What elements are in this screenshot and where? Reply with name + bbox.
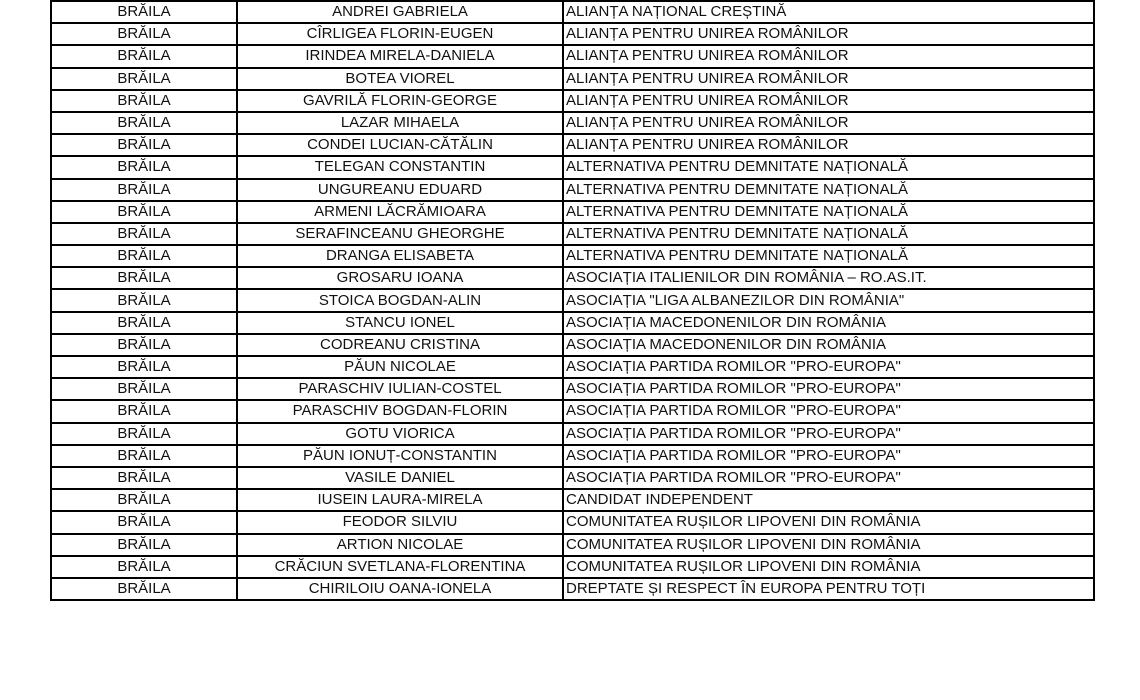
party-cell: ALTERNATIVA PENTRU DEMNITATE NAȚIONALĂ	[563, 179, 1094, 201]
party-cell: ALIANȚA PENTRU UNIREA ROMÂNILOR	[563, 134, 1094, 156]
table-row	[51, 334, 1094, 356]
candidate-name-cell: TELEGAN CONSTANTIN	[237, 156, 563, 178]
party-cell: ALIANȚA NAȚIONAL CREȘTINĂ	[563, 1, 1094, 23]
county-cell: BRĂILA	[51, 312, 237, 334]
candidate-name-cell: ARTION NICOLAE	[237, 534, 563, 556]
table-row	[51, 578, 1094, 600]
county-cell: BRĂILA	[51, 223, 237, 245]
table-row	[51, 289, 1094, 311]
table-row	[51, 223, 1094, 245]
party-cell: ASOCIAȚIA "LIGA ALBANEZILOR DIN ROMÂNIA"	[563, 289, 1094, 311]
table-row	[51, 378, 1094, 400]
table-row	[51, 179, 1094, 201]
table-row	[51, 23, 1094, 45]
county-cell: BRĂILA	[51, 112, 237, 134]
party-cell: ASOCIAȚIA MACEDONENILOR DIN ROMÂNIA	[563, 312, 1094, 334]
candidate-name-cell: PĂUN NICOLAE	[237, 356, 563, 378]
party-cell: ALTERNATIVA PENTRU DEMNITATE NAȚIONALĂ	[563, 201, 1094, 223]
candidate-name-cell: GOTU VIORICA	[237, 423, 563, 445]
table-row	[51, 134, 1094, 156]
table-row	[51, 245, 1094, 267]
party-cell: ALIANȚA PENTRU UNIREA ROMÂNILOR	[563, 68, 1094, 90]
candidate-name-cell: LAZAR MIHAELA	[237, 112, 563, 134]
party-cell: ASOCIAȚIA PARTIDA ROMILOR "PRO-EUROPA"	[563, 378, 1094, 400]
county-cell: BRĂILA	[51, 23, 237, 45]
party-cell: ALTERNATIVA PENTRU DEMNITATE NAȚIONALĂ	[563, 245, 1094, 267]
county-cell: BRĂILA	[51, 511, 237, 533]
candidate-name-cell: GROSARU IOANA	[237, 267, 563, 289]
party-cell: ASOCIAȚIA PARTIDA ROMILOR "PRO-EUROPA"	[563, 467, 1094, 489]
candidate-name-cell: STOICA BOGDAN-ALIN	[237, 289, 563, 311]
candidate-name-cell: CÎRLIGEA FLORIN-EUGEN	[237, 23, 563, 45]
table-row	[51, 45, 1094, 67]
county-cell: BRĂILA	[51, 578, 237, 600]
party-cell: ASOCIAȚIA PARTIDA ROMILOR "PRO-EUROPA"	[563, 445, 1094, 467]
county-cell: BRĂILA	[51, 45, 237, 67]
candidate-name-cell: CONDEI LUCIAN-CĂTĂLIN	[237, 134, 563, 156]
table-row	[51, 534, 1094, 556]
county-cell: BRĂILA	[51, 400, 237, 422]
party-cell: COMUNITATEA RUȘILOR LIPOVENI DIN ROMÂNIA	[563, 534, 1094, 556]
candidate-name-cell: IUSEIN LAURA-MIRELA	[237, 489, 563, 511]
county-cell: BRĂILA	[51, 68, 237, 90]
table-row	[51, 489, 1094, 511]
county-cell: BRĂILA	[51, 179, 237, 201]
candidate-name-cell: UNGUREANU EDUARD	[237, 179, 563, 201]
candidate-name-cell: ANDREI GABRIELA	[237, 1, 563, 23]
county-cell: BRĂILA	[51, 334, 237, 356]
candidate-name-cell: DRANGA ELISABETA	[237, 245, 563, 267]
table-row	[51, 356, 1094, 378]
party-cell: ALTERNATIVA PENTRU DEMNITATE NAȚIONALĂ	[563, 156, 1094, 178]
county-cell: BRĂILA	[51, 1, 237, 23]
candidate-name-cell: VASILE DANIEL	[237, 467, 563, 489]
county-cell: BRĂILA	[51, 289, 237, 311]
party-cell: ASOCIAȚIA PARTIDA ROMILOR "PRO-EUROPA"	[563, 423, 1094, 445]
candidate-name-cell: BOTEA VIOREL	[237, 68, 563, 90]
table-row	[51, 201, 1094, 223]
county-cell: BRĂILA	[51, 489, 237, 511]
table-row	[51, 1, 1094, 23]
candidate-name-cell: PARASCHIV BOGDAN-FLORIN	[237, 400, 563, 422]
county-cell: BRĂILA	[51, 445, 237, 467]
table-row	[51, 267, 1094, 289]
county-cell: BRĂILA	[51, 467, 237, 489]
candidate-name-cell: GAVRILĂ FLORIN-GEORGE	[237, 90, 563, 112]
party-cell: ALIANȚA PENTRU UNIREA ROMÂNILOR	[563, 112, 1094, 134]
county-cell: BRĂILA	[51, 267, 237, 289]
party-cell: ALIANȚA PENTRU UNIREA ROMÂNILOR	[563, 45, 1094, 67]
county-cell: BRĂILA	[51, 90, 237, 112]
county-cell: BRĂILA	[51, 134, 237, 156]
table-row	[51, 511, 1094, 533]
county-cell: BRĂILA	[51, 534, 237, 556]
candidate-name-cell: CRĂCIUN SVETLANA-FLORENTINA	[237, 556, 563, 578]
county-cell: BRĂILA	[51, 156, 237, 178]
candidate-name-cell: CODREANU CRISTINA	[237, 334, 563, 356]
table-row	[51, 68, 1094, 90]
candidate-name-cell: CHIRILOIU OANA-IONELA	[237, 578, 563, 600]
candidate-name-cell: SERAFINCEANU GHEORGHE	[237, 223, 563, 245]
candidate-name-cell: ARMENI LĂCRĂMIOARA	[237, 201, 563, 223]
party-cell: COMUNITATEA RUȘILOR LIPOVENI DIN ROMÂNIA	[563, 511, 1094, 533]
party-cell: ASOCIAȚIA PARTIDA ROMILOR "PRO-EUROPA"	[563, 356, 1094, 378]
table-row	[51, 312, 1094, 334]
candidate-name-cell: STANCU IONEL	[237, 312, 563, 334]
party-cell: DREPTATE ȘI RESPECT ÎN EUROPA PENTRU TOȚI	[563, 578, 1094, 600]
party-cell: COMUNITATEA RUȘILOR LIPOVENI DIN ROMÂNIA	[563, 556, 1094, 578]
county-cell: BRĂILA	[51, 556, 237, 578]
county-cell: BRĂILA	[51, 245, 237, 267]
candidate-name-cell: FEODOR SILVIU	[237, 511, 563, 533]
party-cell: ASOCIAȚIA ITALIENILOR DIN ROMÂNIA – RO.AS.IT.	[563, 267, 1094, 289]
candidates-table-body	[51, 1, 1094, 600]
candidate-name-cell: PĂUN IONUȚ-CONSTANTIN	[237, 445, 563, 467]
table-row	[51, 445, 1094, 467]
table-row	[51, 467, 1094, 489]
party-cell: ASOCIAȚIA PARTIDA ROMILOR "PRO-EUROPA"	[563, 400, 1094, 422]
table-row	[51, 423, 1094, 445]
candidate-name-cell: PARASCHIV IULIAN-COSTEL	[237, 378, 563, 400]
table-row	[51, 400, 1094, 422]
table-row	[51, 156, 1094, 178]
candidates-table	[50, 0, 1095, 601]
candidate-name-cell: IRINDEA MIRELA-DANIELA	[237, 45, 563, 67]
party-cell: ASOCIAȚIA MACEDONENILOR DIN ROMÂNIA	[563, 334, 1094, 356]
table-row	[51, 112, 1094, 134]
county-cell: BRĂILA	[51, 378, 237, 400]
table-row	[51, 556, 1094, 578]
table-row	[51, 90, 1094, 112]
party-cell: ALIANȚA PENTRU UNIREA ROMÂNILOR	[563, 90, 1094, 112]
county-cell: BRĂILA	[51, 201, 237, 223]
party-cell: ALIANȚA PENTRU UNIREA ROMÂNILOR	[563, 23, 1094, 45]
county-cell: BRĂILA	[51, 423, 237, 445]
party-cell: CANDIDAT INDEPENDENT	[563, 489, 1094, 511]
party-cell: ALTERNATIVA PENTRU DEMNITATE NAȚIONALĂ	[563, 223, 1094, 245]
county-cell: BRĂILA	[51, 356, 237, 378]
